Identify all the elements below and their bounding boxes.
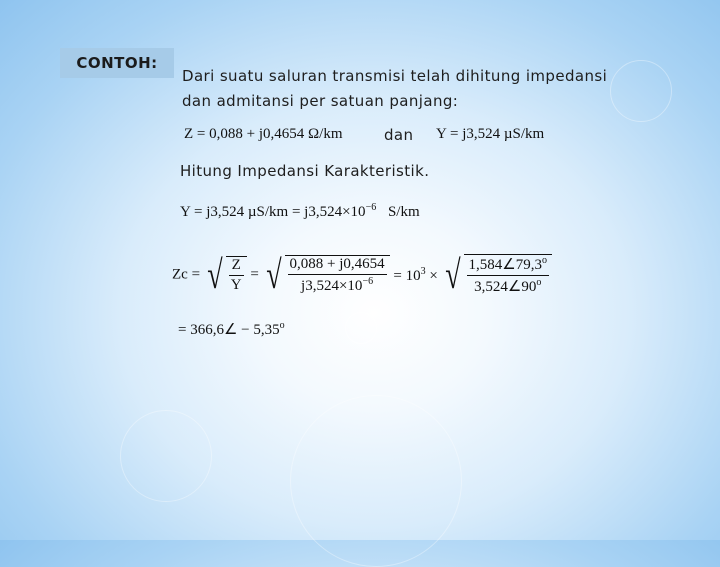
exponent: 3 — [420, 265, 426, 277]
decorative-bubble — [120, 410, 212, 502]
result-equation — [178, 320, 285, 339]
exponent: −6 — [362, 276, 374, 287]
degree-symbol: o — [536, 277, 542, 288]
degree-symbol: o — [279, 320, 285, 331]
sqrt-icon: √ — [444, 252, 461, 297]
frac-den: Y — [230, 277, 242, 293]
admittance-conversion-main: Y = j3,524 µS/km = j3,524×10 — [180, 204, 366, 220]
multiplier: = 10 — [393, 267, 421, 284]
sqrt-fraction-polar — [442, 254, 552, 296]
admittance-conversion — [180, 202, 420, 221]
frac-den: j3,524×10 — [301, 278, 363, 294]
sqrt-fraction-values — [263, 252, 390, 297]
impedance-equation: Z = 0,088 + j0,4654 Ω/km — [184, 126, 343, 142]
intro-line-2: dan admitansi per satuan panjang: — [182, 92, 459, 110]
frac-num: 1,584∠79,3 — [468, 257, 542, 273]
zc-lhs: Zc = — [172, 266, 201, 283]
characteristic-impedance-equation: Zc = √ $\frac{Z}{Y}$ = √ $\frac{0,088 + j0,4654}{j3,524\times 10^{-6}}$ = $10^3$ × √ $\frac{1,584\angle 79,3^o}{3,524\angle 90^o}$ — [172, 254, 552, 296]
connector-text: dan — [384, 126, 414, 144]
frac-den: 3,524∠90 — [474, 279, 537, 295]
frac-num: Z — [229, 257, 244, 276]
decorative-bubble — [345, 312, 377, 344]
exponent: −6 — [365, 202, 377, 213]
decorative-bubble — [290, 395, 462, 567]
decorative-bubble — [610, 60, 672, 122]
task-heading: Hitung Impedansi Karakteristik. — [180, 162, 430, 180]
frac-num: 0,088 + j0,4654 — [288, 256, 387, 275]
sqrt-fraction-zy — [204, 252, 247, 297]
sqrt-icon: √ — [207, 252, 223, 297]
intro-line-1: Dari suatu saluran transmisi telah dihitung impedansi — [182, 67, 608, 85]
contoh-badge: CONTOH: — [60, 48, 174, 78]
admittance-equation: Y = j3,524 µS/km — [436, 126, 545, 142]
sqrt-icon: √ — [265, 252, 282, 297]
result-value: = 366,6∠ − 5,35 — [178, 322, 280, 338]
admittance-unit: S/km — [387, 204, 420, 220]
degree-symbol: o — [541, 255, 547, 266]
